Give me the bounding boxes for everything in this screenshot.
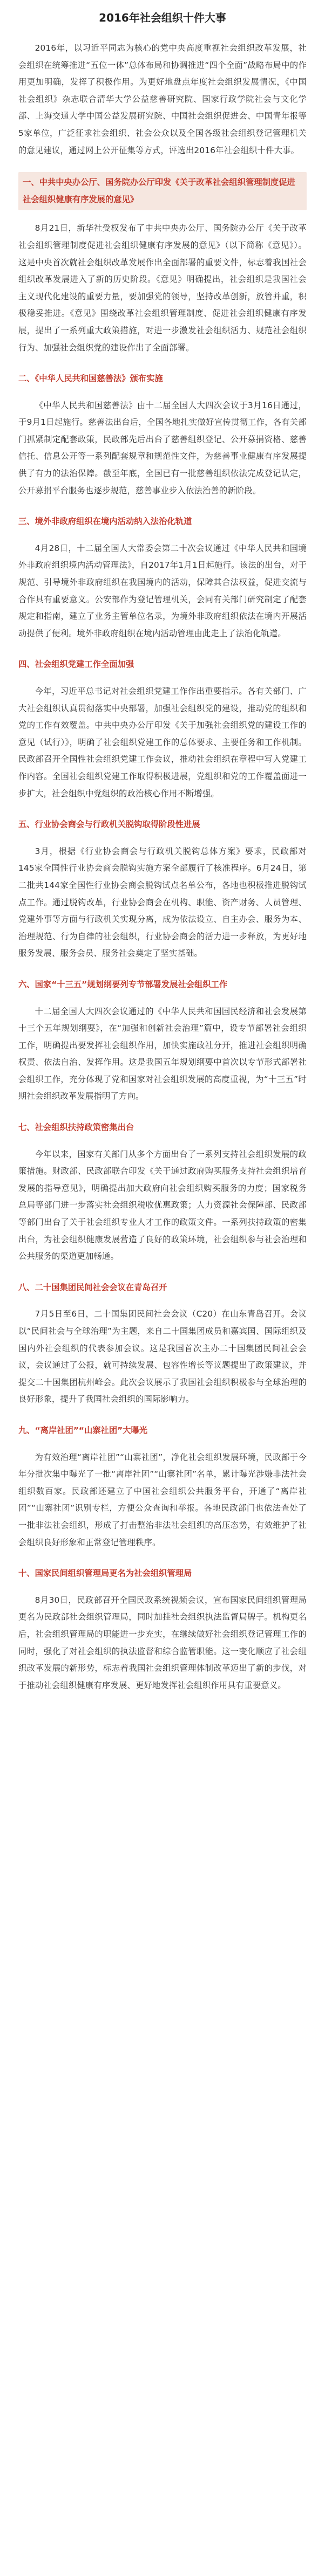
section-3 (18, 513, 307, 642)
section-10 (18, 1565, 307, 1694)
section-6 (18, 976, 307, 1105)
section-heading: 九、“离岸社团”“山寨社团”大曝光 (18, 1425, 148, 1435)
section-heading: 二、《中华人民共和国慈善法》颁布实施 (18, 374, 163, 384)
section-paragraph: 8月21日，新华社受权发布了中共中央办公厅、国务院办公厅《关于改革社会组织管理制度促进社会组织健康有序发展的意见》（以下简称《意见》）。这是中央首次就社会组织改革发展作出全面部署的重要文件，标志着我国社会组织改革发展进入了新的历史阶段。《意见》明确提出，社会组织是我国社会主义现代化建设的重要力量，要加强党的领导，坚持改革创新，放管并重，积极稳妥推进。《意见》围绕改革社会组织管理制度、促进社会组织健康有序发展，提出了一系列重大政策措施，对进一步激发社会组织活力、规范社会组织行为、加强社会组织党的建设作出了全面部署。 (18, 223, 307, 353)
section-8 (18, 1279, 307, 1408)
section-paragraph: 4月28日，十二届全国人大常委会第二十次会议通过《中华人民共和国境外非政府组织境内活动管理法》，自2017年1月1日起施行。该法的出台，对于规范、引导境外非政府组织在我国境内的活动，保障其合法权益，促进交流与合作具有重要意义。公安部作为登记管理机关，会同有关部门研究制定了配套规定和指南，建立了业务主管单位名录，为境外非政府组织依法在境内开展活动提供了便利。境外非政府组织在境内活动管理由此走上了法治化轨道。 (18, 543, 307, 638)
section-heading: 五、行业协会商会与行政机关脱钩取得阶段性进展 (18, 819, 200, 830)
section-paragraph: 《中华人民共和国慈善法》由十二届全国人大四次会议于3月16日通过，于9月1日起施行。慈善法出台后，全国各地扎实做好宣传贯彻工作，各有关部门抓紧制定配套政策，民政部先后出台了慈善组织登记、公开募捐资格、慈善信托、信息公开等一系列配套规章和规范性文件，为慈善事业健康有序发展提供了有力的法治保障。截至年底，全国已有一批慈善组织依法完成登记认定，公开募捐平台服务也逐步规范，慈善事业步入依法治善的新阶段。 (18, 400, 307, 495)
section-heading: 四、社会组织党建工作全面加强 (18, 659, 134, 670)
section-paragraph: 今年，习近平总书记对社会组织党建工作作出重要指示。各有关部门、广大社会组织认真贯彻落实中央部署，加强社会组织党的建设，推动党的组织和党的工作有效覆盖。中共中央办公厅印发《关于加强社会组织党的建设工作的意见（试行）》，明确了社会组织党建工作的总体要求、主要任务和工作机制。民政部召开全国性社会组织党建工作会议，推动社会组织在章程中写入党建工作内容。全国社会组织党建工作取得积极进展，党组织和党的工作覆盖面进一步扩大，社会组织中党组织的政治核心作用不断增强。 (18, 686, 307, 798)
section-heading: 十、国家民间组织管理局更名为社会组织管理局 (18, 1568, 192, 1579)
section-paragraph: 7月5日至6日，二十国集团民间社会会议（C20）在山东青岛召开。会议以“民间社会与全球治理”为主题，来自二十国集团成员和嘉宾国、国际组织及国内外社会组织的代表参加会议。这是我国首次主办二十国集团民间社会会议，会议通过了公报，就可持续发展、包容性增长等议题提出了政策建议，并提交二十国集团杭州峰会。此次会议展示了我国社会组织积极参与全球治理的良好形象，提升了我国社会组织的国际影响力。 (18, 1309, 307, 1404)
section-heading: 七、社会组织扶持政策密集出台 (18, 1122, 134, 1133)
section-heading: 六、国家“十三五”规划纲要列专节部署发展社会组织工作 (18, 979, 228, 989)
section-paragraph: 今年以来，国家有关部门从多个方面出台了一系列支持社会组织发展的政策措施。财政部、民政部联合印发《关于通过政府购买服务支持社会组织培育发展的指导意见》，明确提出加大政府向社会组织购买服务的力度；国家税务总局等部门进一步落实社会组织税收优惠政策；人力资源社会保障部、民政部等部门出台了关于社会组织专业人才工作的政策文件。一系列扶持政策的密集出台，为社会组织健康发展营造了良好的政策环境，社会组织参与社会治理和公共服务的渠道更加畅通。 (18, 1149, 307, 1262)
section-paragraph: 十二届全国人大四次会议通过的《中华人民共和国国民经济和社会发展第十三个五年规划纲要》，在“加强和创新社会治理”篇中，设专节部署社会组织工作，明确提出要发挥社会组织作用，加快实施政社分开，推进社会组织明确权责、依法自治、发挥作用。这是我国五年规划纲要中首次以专节形式部署社会组织工作，充分体现了党和国家对社会组织发展的高度重视，为“十三五”时期社会组织改革发展指明了方向。 (18, 1006, 307, 1101)
intro (18, 40, 307, 159)
section-paragraph: 为有效治理“离岸社团”“山寨社团”，净化社会组织发展环境，民政部于今年分批次集中曝光了一批“离岸社团”“山寨社团”名单，累计曝光涉嫌非法社会组织数百家。民政部还建立了中国社会组织公共服务平台，开通了“离岸社团”“山寨社团”识别专栏，方便公众查询和举报。各地民政部门也依法查处了一批非法社会组织，形成了打击整治非法社会组织的高压态势，有效维护了社会组织良好形象和正常登记管理秩序。 (18, 1452, 307, 1547)
section-4 (18, 656, 307, 802)
section-9 (18, 1422, 307, 1551)
section-heading: 一、中共中央办公厅、国务院办公厅印发《关于改革社会组织管理制度促进社会组织健康有序发展的意见》 (18, 172, 307, 210)
section-7 (18, 1119, 307, 1265)
section-heading: 三、境外非政府组织在境内活动纳入法治化轨道 (18, 516, 192, 527)
section-2 (18, 370, 307, 499)
intro-paragraph: 2016年，以习近平同志为核心的党中央高度重视社会组织改革发展，社会组织在统筹推进“五位一体”总体布局和协调推进“四个全面”战略布局中的作用更加明确，发挥了积极作用。为更好地盘点年度社会组织发展情况，《中国社会组织》杂志联合清华大学公益慈善研究院、国家行政学院社会与文化学部、上海交通大学中国公益发展研究院、中国社会组织促进会、中国青年报等5家单位，广泛征求社会组织、社会公众以及全国各级社会组织登记管理机关的意见建议，通过网上公开征集等方式，评选出2016年社会组织十件大事。 (18, 43, 307, 155)
section-heading: 八、二十国集团民间社会会议在青岛召开 (18, 1282, 167, 1292)
section-5 (18, 816, 307, 962)
section-1 (18, 172, 307, 356)
page-title: 2016年社会组织十件大事 (99, 11, 226, 24)
section-paragraph: 8月30日，民政部召开全国民政系统视频会议，宣布国家民间组织管理局更名为民政部社会组织管理局，同时加挂社会组织执法监督局牌子。机构更名后，社会组织管理局的职能进一步充实，在继续做好社会组织登记管理工作的同时，强化了对社会组织的执法监督和综合监管职能。这一变化顺应了社会组织改革发展的新形势，标志着我国社会组织管理体制改革迈出了新的步伐，对于推动社会组织健康有序发展、更好地发挥社会组织作用具有重要意义。 (18, 1595, 307, 1690)
section-paragraph: 3月，根据《行业协会商会与行政机关脱钩总体方案》要求，民政部对145家全国性行业协会商会脱钩实施方案全部履行了核准程序。6月24日，第二批共144家全国性行业协会商会脱钩试点名单公布，各地也积极推进脱钩试点工作。通过脱钩改革，行业协会商会在机构、职能、资产财务、人员管理、党建外事等方面与行政机关实现分离，成为依法设立、自主办会、服务为本、治理规范、行为自律的社会组织，行业协会商会的活力进一步释放，为更好地服务发展、服务会员、服务社会奠定了坚实基础。 (18, 846, 307, 959)
